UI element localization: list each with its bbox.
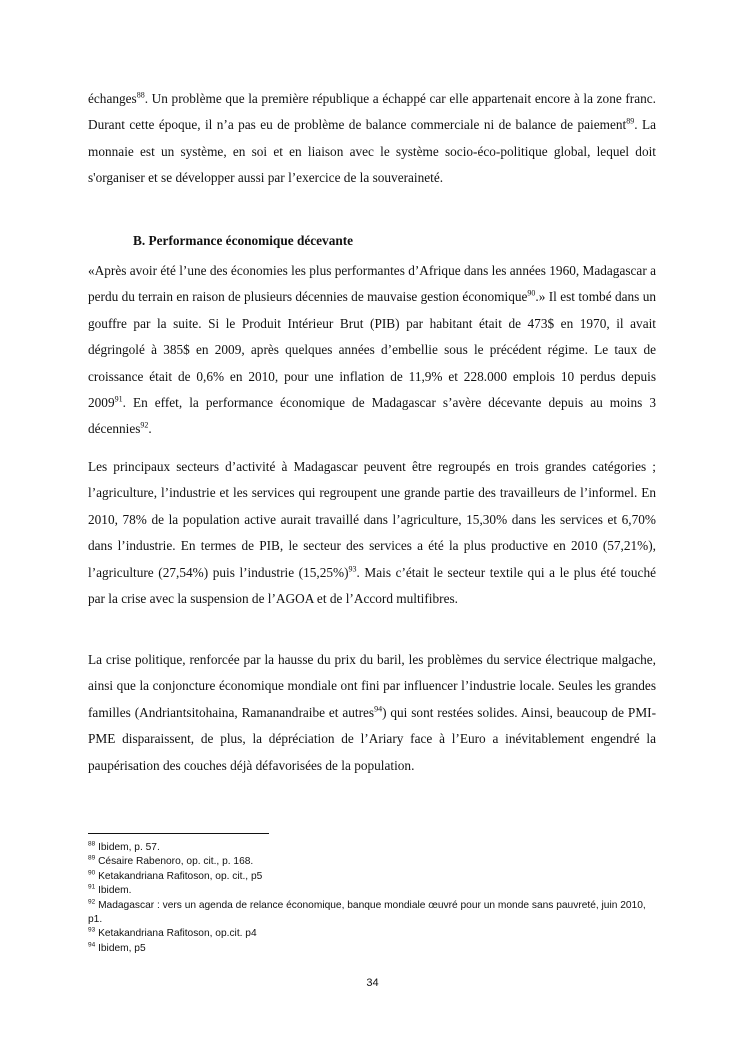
paragraph-text: . Un problème que la première république a échappé car elle appartenait encore à la zone franc. Durant cette époque, il n’a pas eu de problème de balance commerciale ni de balance de paiement	[88, 91, 656, 133]
footnote-ref[interactable]: 89	[626, 116, 635, 126]
paragraph-text: . En effet, la performance économique de Madagascar s’avère décevante depuis au moins 3 décennies	[88, 395, 656, 437]
footnote-text: Césaire Rabenoro, op. cit., p. 168.	[95, 856, 254, 868]
footnote-ref[interactable]: 93	[348, 564, 357, 574]
paragraph-text: . Mais c’était le secteur textile qui a le plus été touché par la crise avec la suspension de l’AGOA et de l’Accord multifibres.	[88, 564, 656, 607]
section-heading: B. Performance économique décevante	[133, 233, 354, 248]
paragraph-text: ) qui sont restées solides. Ainsi, beaucoup de PMI-PME disparaissent, de plus, la dépréciation de l’Ariary face à l’Euro a inévitablement engendré la paupérisation des couches déjà défavorisées de la population.	[88, 704, 656, 773]
footnote-text: Ibidem.	[95, 885, 132, 897]
footnote-item	[88, 899, 658, 928]
footnote-text: Ibidem, p5	[95, 942, 146, 954]
paragraph-text: Les principaux secteurs d’activité à Madagascar peuvent être regroupés en trois grandes catégories ; l’agriculture, l’industrie et les services qui regroupent une grande partie des travailleurs de l’informel. En 2010, 78% de la population active aurait travaillé dans l’agriculture, 15,30% dans les services et 6,70% dans l’industrie. En termes de PIB, le secteur des services a été la plus productive en 2010 (57,21%), l’agriculture (27,54%) puis l’industrie (15,25%)	[88, 459, 656, 580]
footnote-ref[interactable]: 94	[374, 704, 383, 714]
paragraph-text: La crise politique, renforcée par la hausse du prix du baril, les problèmes du service électrique malgache, ainsi que la conjoncture économique mondiale ont fini par influencer l’industrie locale. Seules les grandes familles (Andriantsitohaina, Ramanandraibe et autres	[88, 652, 656, 720]
footnote-ref[interactable]: 92	[140, 421, 149, 431]
footnote-divider	[88, 833, 269, 834]
paragraph-3	[88, 454, 656, 612]
footnote-item	[88, 855, 658, 869]
footnote-ref[interactable]: 91	[114, 394, 123, 404]
footnote-text: Madagascar : vers un agenda de relance économique, banque mondiale œuvré pour un monde sans pauvreté, juin 2010, p1.	[88, 899, 646, 926]
footnote-text: Ibidem, p. 57.	[95, 842, 160, 853]
footnote-number: 91	[88, 883, 96, 891]
footnotes	[88, 841, 658, 956]
footnote-number: 92	[88, 898, 96, 906]
footnote-number: 88	[88, 840, 96, 848]
footnote-item	[88, 870, 658, 884]
footnote-item	[88, 884, 658, 898]
paragraph-2	[88, 258, 656, 443]
paragraph-text: «Après avoir été l’une des économies les plus performantes d’Afrique dans les années 1960, Madagascar a perdu du terrain en raison de plusieurs décennies de mauvaise gestion économique	[88, 263, 656, 305]
footnote-number: 89	[88, 855, 96, 863]
paragraph-text: .» Il est tombé dans un gouffre par la suite. Si le Produit Intérieur Brut (PIB) par habitant était de 473$ en 1970, il avait dégringolé à 385$ en 2009, après quelques années d’embellie sous le précédent régime. Le taux de croissance était de 0,6% en 2010, pour une inflation de 11,9% et 228.000 emplois 10 perdus depuis 2009	[88, 289, 656, 411]
footnote-number: 90	[88, 869, 96, 877]
footnote-item	[88, 841, 658, 855]
footnote-number: 94	[88, 941, 96, 949]
paragraph-4	[88, 647, 656, 779]
footnote-ref[interactable]: 90	[527, 288, 536, 298]
paragraph-text: . La monnaie est un système, en soi et en liaison avec le système socio-éco-politique global, lequel doit s'organiser et se développer aussi par l’exercice de la souveraineté.	[88, 117, 656, 186]
paragraph-text: échanges	[88, 91, 137, 106]
footnote-item	[88, 942, 658, 956]
page-number: 34	[366, 977, 379, 989]
paragraph-1	[88, 86, 656, 192]
paragraph-text: .	[148, 421, 152, 437]
footnote-ref[interactable]: 88	[136, 90, 145, 100]
footnote-text: Ketakandriana Rafitoson, op.cit. p4	[95, 928, 257, 940]
footnote-item	[88, 927, 658, 941]
footnote-text: Ketakandriana Rafitoson, op. cit., p5	[95, 870, 263, 882]
footnote-number: 93	[88, 927, 96, 935]
